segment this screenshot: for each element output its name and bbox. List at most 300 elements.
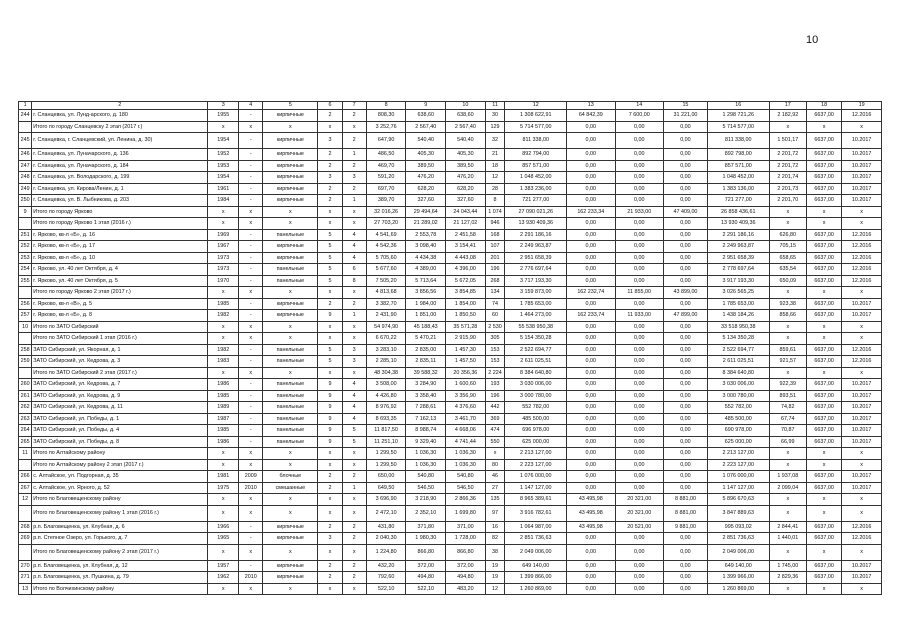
table-cell: 0,00	[615, 533, 663, 545]
address-cell: г. Сланцевка, ул. Володарского, д. 199	[32, 172, 208, 184]
table-cell: 12.2016	[842, 521, 882, 533]
table-cell: 135	[485, 494, 505, 506]
table-cell: 2 522 694,77	[707, 344, 769, 356]
table-cell: 4 741,44	[446, 436, 486, 448]
table-cell: 48 304,38	[366, 367, 406, 379]
table-cell: 20 356,36	[446, 367, 486, 379]
table-cell: x	[342, 544, 366, 560]
table-row	[19, 436, 882, 448]
table-cell: 6637,00	[807, 133, 842, 149]
table-cell: 1 299,50	[366, 459, 406, 471]
table-cell	[19, 333, 32, 345]
table-cell: 6637,00	[807, 264, 842, 276]
table-cell: x	[807, 448, 842, 460]
table-cell: 97	[485, 505, 505, 521]
table-cell: 8	[342, 275, 366, 287]
table-cell: 6637,00	[807, 436, 842, 448]
address-cell: Итого по городу Ярково 1 этап (2016 г.)	[32, 218, 208, 230]
table-cell: 3 854,85	[446, 287, 486, 299]
table-cell: 0,00	[615, 229, 663, 241]
table-cell: 5 672,05	[446, 275, 486, 287]
table-cell: 4	[342, 379, 366, 391]
table-cell: -	[239, 110, 263, 122]
table-cell: 8 965 389,61	[505, 494, 567, 506]
table-cell: 6637,00	[807, 275, 842, 287]
table-cell: 27 703,20	[366, 218, 406, 230]
table-cell: x	[342, 494, 366, 506]
table-cell: 6637,00	[807, 356, 842, 368]
table-cell: 1 399 866,00	[505, 572, 567, 584]
table-cell: 649 140,00	[707, 560, 769, 572]
table-cell: 0,00	[663, 425, 707, 437]
address-cell: р.п. Благовещенка, ул. Клубная, д. 6	[32, 521, 208, 533]
table-cell: смешанные	[263, 482, 318, 494]
table-cell: 0,00	[615, 172, 663, 184]
table-cell: 431,80	[366, 521, 406, 533]
table-cell: x	[318, 333, 342, 345]
table-cell: 162 232,74	[567, 287, 615, 299]
table-cell: 1952	[208, 149, 239, 161]
table-cell: x	[769, 121, 806, 133]
table-cell: 2 249 963,87	[505, 241, 567, 253]
table-cell: 10.2017	[842, 471, 882, 483]
table-cell: 1 438 184,26	[707, 310, 769, 322]
table-cell: 1 728,00	[446, 533, 486, 545]
table-cell: 1953	[208, 160, 239, 172]
table-cell: 256	[19, 298, 32, 310]
table-cell: 0,00	[567, 344, 615, 356]
column-number-cell: 5	[263, 102, 318, 110]
table-cell: 0,00	[615, 390, 663, 402]
column-number-cell: 15	[663, 102, 707, 110]
table-cell: 9	[318, 425, 342, 437]
table-cell: 9 881,00	[663, 521, 707, 533]
table-cell: 8 988,74	[406, 425, 446, 437]
table-cell: 2	[342, 533, 366, 545]
table-cell: x	[208, 448, 239, 460]
table-cell: кирпичные	[263, 160, 318, 172]
table-cell: 2	[342, 110, 366, 122]
table-cell: 10.2017	[842, 560, 882, 572]
table-cell: 10.2017	[842, 572, 882, 584]
table-cell: 0,00	[567, 229, 615, 241]
address-cell: Итого по городу Ярково 2 этап (2017 г.)	[32, 287, 208, 299]
table-cell: 1 383 236,00	[505, 183, 567, 195]
table-cell: 1 036,30	[446, 459, 486, 471]
address-cell: р.п. Благовещенка, ул. Клубная, д. 12	[32, 560, 208, 572]
table-cell: 5	[318, 252, 342, 264]
table-cell: 2009	[239, 471, 263, 483]
table-row	[19, 172, 882, 184]
table-cell: 1 383 136,00	[707, 183, 769, 195]
table-cell: 405,30	[406, 149, 446, 161]
table-cell: 0,00	[615, 425, 663, 437]
table-cell: 271	[19, 572, 32, 584]
table-cell: x	[342, 459, 366, 471]
table-cell: 1 076 000,00	[505, 471, 567, 483]
table-cell: 1955	[208, 110, 239, 122]
table-cell: 1954	[208, 133, 239, 149]
table-cell: 0,00	[615, 195, 663, 207]
table-cell: 5 134 350,28	[707, 333, 769, 345]
table-cell: 13 930 409,36	[707, 218, 769, 230]
table-cell: 5 714 577,00	[707, 121, 769, 133]
table-cell: 10.2017	[842, 172, 882, 184]
table-cell: 0,00	[567, 448, 615, 460]
table-cell: 0,00	[615, 413, 663, 425]
table-row	[19, 229, 882, 241]
table-cell: 9	[318, 436, 342, 448]
table-cell: 1982	[208, 310, 239, 322]
table-cell: 1970	[208, 275, 239, 287]
table-cell: 1 850,50	[446, 310, 486, 322]
table-cell: x	[769, 367, 806, 379]
table-cell: 249	[19, 183, 32, 195]
table-cell: 3 030 006,00	[707, 379, 769, 391]
table-cell: 0,00	[615, 133, 663, 149]
table-cell: кирпичные	[263, 572, 318, 584]
table-cell: 792,60	[366, 572, 406, 584]
table-cell: 245	[19, 133, 32, 149]
table-cell: 522,10	[366, 583, 406, 595]
table-cell: 372,00	[406, 560, 446, 572]
table-cell: x	[842, 459, 882, 471]
table-cell: 5 713,64	[406, 275, 446, 287]
table-cell: x	[208, 367, 239, 379]
table-cell: 494,80	[406, 572, 446, 584]
table-cell: -	[239, 252, 263, 264]
table-cell: 162 233,34	[567, 206, 615, 218]
table-row	[19, 356, 882, 368]
subtotal-row	[19, 121, 882, 133]
column-number-cell: 1	[19, 102, 32, 110]
table-row	[19, 264, 882, 276]
table-cell: 0,00	[615, 183, 663, 195]
table-cell: 2 829,36	[769, 572, 806, 584]
table-cell: 0,00	[615, 459, 663, 471]
table-cell: 267	[19, 482, 32, 494]
table-cell: 638,60	[406, 110, 446, 122]
address-cell: ЗАТО Сибирский, ул. Якорная, д. 1	[32, 344, 208, 356]
table-cell: x	[318, 367, 342, 379]
table-cell: 31 221,00	[663, 110, 707, 122]
table-cell: 1986	[208, 379, 239, 391]
address-cell: ЗАТО Сибирский, ул. Кедрова, д. 11	[32, 402, 208, 414]
table-cell: x	[342, 367, 366, 379]
table-cell: 6637,00	[807, 229, 842, 241]
table-cell: -	[239, 133, 263, 149]
table-cell: 74	[485, 298, 505, 310]
table-row	[19, 572, 882, 584]
table-cell: 0,00	[615, 160, 663, 172]
table-cell: 6637,00	[807, 482, 842, 494]
table-row	[19, 560, 882, 572]
table-row	[19, 110, 882, 122]
table-cell: x	[342, 287, 366, 299]
table-cell: x	[807, 505, 842, 521]
table-cell: 9	[318, 379, 342, 391]
table-cell: 1 501,17	[769, 133, 806, 149]
table-cell: 946	[485, 218, 505, 230]
table-row	[19, 390, 882, 402]
table-cell: 3	[318, 133, 342, 149]
table-cell: 6637,00	[807, 425, 842, 437]
table-cell: панельные	[263, 229, 318, 241]
address-cell: Итого по Благовещенскому району 2 этап (2017 г.)	[32, 544, 208, 560]
table-cell: 2 285,10	[366, 356, 406, 368]
table-cell: 2 851 736,63	[505, 533, 567, 545]
subtotal-row	[19, 367, 882, 379]
table-cell: 0,00	[663, 275, 707, 287]
table-cell: -	[239, 264, 263, 276]
table-cell: 18	[485, 160, 505, 172]
table-cell: панельные	[263, 425, 318, 437]
table-cell: 12.2016	[842, 229, 882, 241]
table-cell: x	[769, 583, 806, 595]
table-cell: 74,82	[769, 402, 806, 414]
table-cell: 649 140,00	[505, 560, 567, 572]
table-cell: 858,66	[769, 310, 806, 322]
table-cell: 6637,00	[807, 560, 842, 572]
table-cell: 2 352,10	[406, 505, 446, 521]
table-cell: 3 000 780,00	[505, 390, 567, 402]
table-cell: -	[239, 521, 263, 533]
table-cell: 1 851,00	[406, 310, 446, 322]
table-cell: 4 668,06	[446, 425, 486, 437]
table-cell: x	[239, 321, 263, 333]
address-cell: р.п. Благовещенка, ул. Пушкина, д. 79	[32, 572, 208, 584]
address-cell: Итого по Благовещенскому району	[32, 494, 208, 506]
table-cell: x	[842, 505, 882, 521]
table-cell: 0,00	[615, 448, 663, 460]
table-cell: 2	[318, 471, 342, 483]
table-cell: 6637,00	[807, 390, 842, 402]
table-cell	[19, 459, 32, 471]
table-cell: 0,00	[567, 183, 615, 195]
table-cell: 476,20	[406, 172, 446, 184]
table-cell: 0,00	[567, 367, 615, 379]
table-cell: -	[239, 229, 263, 241]
address-cell: Итого по Алтайскому району 2 этап (2017 г.)	[32, 459, 208, 471]
table-cell: 1985	[208, 390, 239, 402]
table-cell: 552 782,00	[505, 402, 567, 414]
table-cell: 721 277,00	[707, 195, 769, 207]
table-cell: 67,74	[769, 413, 806, 425]
table-cell: x	[807, 206, 842, 218]
table-cell: x	[807, 321, 842, 333]
table-cell: 2	[318, 110, 342, 122]
table-cell: x	[239, 494, 263, 506]
table-cell: 268	[485, 275, 505, 287]
table-cell: 10.2017	[842, 413, 882, 425]
table-cell: 476,20	[446, 172, 486, 184]
table-cell: x	[342, 206, 366, 218]
table-cell: 0,00	[615, 356, 663, 368]
table-cell: 9	[318, 413, 342, 425]
table-cell: 4 541,69	[366, 229, 406, 241]
table-cell: 60	[485, 310, 505, 322]
table-cell: 193	[485, 379, 505, 391]
table-cell: 2 835,00	[406, 344, 446, 356]
table-cell: 11	[19, 448, 32, 460]
table-cell: 0,00	[663, 459, 707, 471]
table-cell: панельные	[263, 436, 318, 448]
table-cell: 259	[19, 356, 32, 368]
table-cell: 0,00	[663, 298, 707, 310]
table-cell: 1984	[208, 195, 239, 207]
table-cell: x	[318, 321, 342, 333]
table-cell: 250	[19, 195, 32, 207]
address-cell: г. Ярково, кв-л «В», д. 5	[32, 298, 208, 310]
table-cell: 4	[342, 241, 366, 253]
table-cell: 4 376,60	[446, 402, 486, 414]
table-cell: 0,00	[663, 121, 707, 133]
column-number-cell: 3	[208, 102, 239, 110]
table-cell: 2 040,30	[366, 533, 406, 545]
page-number: 10	[806, 34, 819, 46]
table-cell: x	[208, 121, 239, 133]
table-cell: x	[807, 218, 842, 230]
table-cell: 32	[485, 133, 505, 149]
table-cell: -	[239, 149, 263, 161]
table-cell: 12.2016	[842, 275, 882, 287]
table-cell: 153	[485, 344, 505, 356]
table-cell: 892 798,00	[707, 149, 769, 161]
table-cell: -	[239, 183, 263, 195]
table-cell: 196	[485, 390, 505, 402]
table-cell: x	[208, 333, 239, 345]
table-cell: 0,00	[615, 333, 663, 345]
table-cell: 66,99	[769, 436, 806, 448]
table-cell: 2	[318, 572, 342, 584]
table-cell: 10.2017	[842, 160, 882, 172]
table-cell: 43 495,98	[567, 494, 615, 506]
table-cell: 253	[19, 252, 32, 264]
table-cell: 1 048 452,00	[505, 172, 567, 184]
table-cell: 2	[318, 560, 342, 572]
table-cell: 0,00	[663, 183, 707, 195]
table-cell: 4 426,80	[366, 390, 406, 402]
address-cell: ЗАТО Сибирский, ул. Победы, д. 4	[32, 425, 208, 437]
table-cell: x	[769, 459, 806, 471]
table-cell: x	[208, 583, 239, 595]
table-cell: 0,00	[615, 252, 663, 264]
table-cell: 258	[19, 344, 32, 356]
table-cell: 4	[342, 229, 366, 241]
table-cell: x	[263, 218, 318, 230]
table-cell: x	[239, 583, 263, 595]
table-cell: 2 213 127,00	[707, 448, 769, 460]
table-cell: 2	[318, 521, 342, 533]
table-cell: 16	[485, 521, 505, 533]
table-cell: панельные	[263, 275, 318, 287]
table-cell: x	[318, 287, 342, 299]
table-cell: x	[342, 333, 366, 345]
table-cell: 0,00	[663, 402, 707, 414]
table-cell: 27	[485, 482, 505, 494]
table-cell: 10.2017	[842, 425, 882, 437]
table-cell: x	[263, 367, 318, 379]
table-cell: 6637,00	[807, 241, 842, 253]
table-cell: x	[769, 333, 806, 345]
table-cell: 0,00	[567, 413, 615, 425]
table-cell: x	[318, 121, 342, 133]
table-cell: x	[842, 494, 882, 506]
table-cell: 4 396,00	[446, 264, 486, 276]
table-cell: 1989	[208, 402, 239, 414]
table-cell: 268	[19, 521, 32, 533]
table-cell: 3 916 782,61	[505, 505, 567, 521]
table-cell: 1 076 000,00	[707, 471, 769, 483]
table-cell: 721 277,00	[505, 195, 567, 207]
address-cell: г. Ярково, ул. 40 лет Октября, д. 4	[32, 264, 208, 276]
table-cell: 866,80	[446, 544, 486, 560]
table-cell: 21 933,00	[615, 206, 663, 218]
table-cell: 485 500,00	[505, 413, 567, 425]
column-number-cell: 2	[32, 102, 208, 110]
table-cell: 1986	[208, 436, 239, 448]
table-cell: 2 049 006,00	[505, 544, 567, 560]
table-cell: 0,00	[567, 471, 615, 483]
data-table-container	[18, 101, 882, 595]
table-cell: 0,00	[663, 356, 707, 368]
table-cell: x	[342, 448, 366, 460]
table-cell: 196	[485, 264, 505, 276]
table-row	[19, 298, 882, 310]
table-cell: блочные	[263, 471, 318, 483]
column-number-cell: 14	[615, 102, 663, 110]
table-cell: 70,87	[769, 425, 806, 437]
table-cell: 9	[318, 310, 342, 322]
subtotal-row	[19, 206, 882, 218]
table-cell: 12.2016	[842, 110, 882, 122]
table-cell: 0,00	[663, 367, 707, 379]
table-cell: панельные	[263, 402, 318, 414]
address-cell: Итого по ЗАТО Сибирский 2 этап (2017 г.)	[32, 367, 208, 379]
table-cell: 5 677,60	[366, 264, 406, 276]
table-cell: 2 224	[485, 367, 505, 379]
table-cell: 4 389,00	[406, 264, 446, 276]
table-cell: 469,70	[366, 160, 406, 172]
table-cell: x	[239, 206, 263, 218]
table-cell: 647,90	[366, 133, 406, 149]
table-cell: 486,50	[366, 149, 406, 161]
table-cell: 540,80	[406, 471, 446, 483]
table-cell: 2 201,70	[769, 195, 806, 207]
table-cell: x	[769, 206, 806, 218]
table-cell: x	[485, 448, 505, 460]
table-cell: 2 866,36	[446, 494, 486, 506]
table-cell: 43 495,98	[567, 505, 615, 521]
table-cell: 252	[19, 241, 32, 253]
table-cell: x	[263, 505, 318, 521]
table-cell: 1981	[208, 471, 239, 483]
table-cell: x	[842, 121, 882, 133]
table-cell: 0,00	[615, 560, 663, 572]
address-cell: ЗАТО Сибирский, ул. Кедрова, д. 3	[32, 356, 208, 368]
table-cell: 696 978,00	[505, 425, 567, 437]
column-number-cell: 11	[485, 102, 505, 110]
table-cell: 0,00	[567, 544, 615, 560]
table-cell: 0,00	[663, 344, 707, 356]
table-cell: 892 794,00	[505, 149, 567, 161]
table-cell: x	[208, 287, 239, 299]
table-cell: 0,00	[567, 195, 615, 207]
table-cell: 327,60	[406, 195, 446, 207]
table-cell: x	[263, 333, 318, 345]
table-cell: 305	[485, 333, 505, 345]
table-cell: 0,00	[615, 583, 663, 595]
